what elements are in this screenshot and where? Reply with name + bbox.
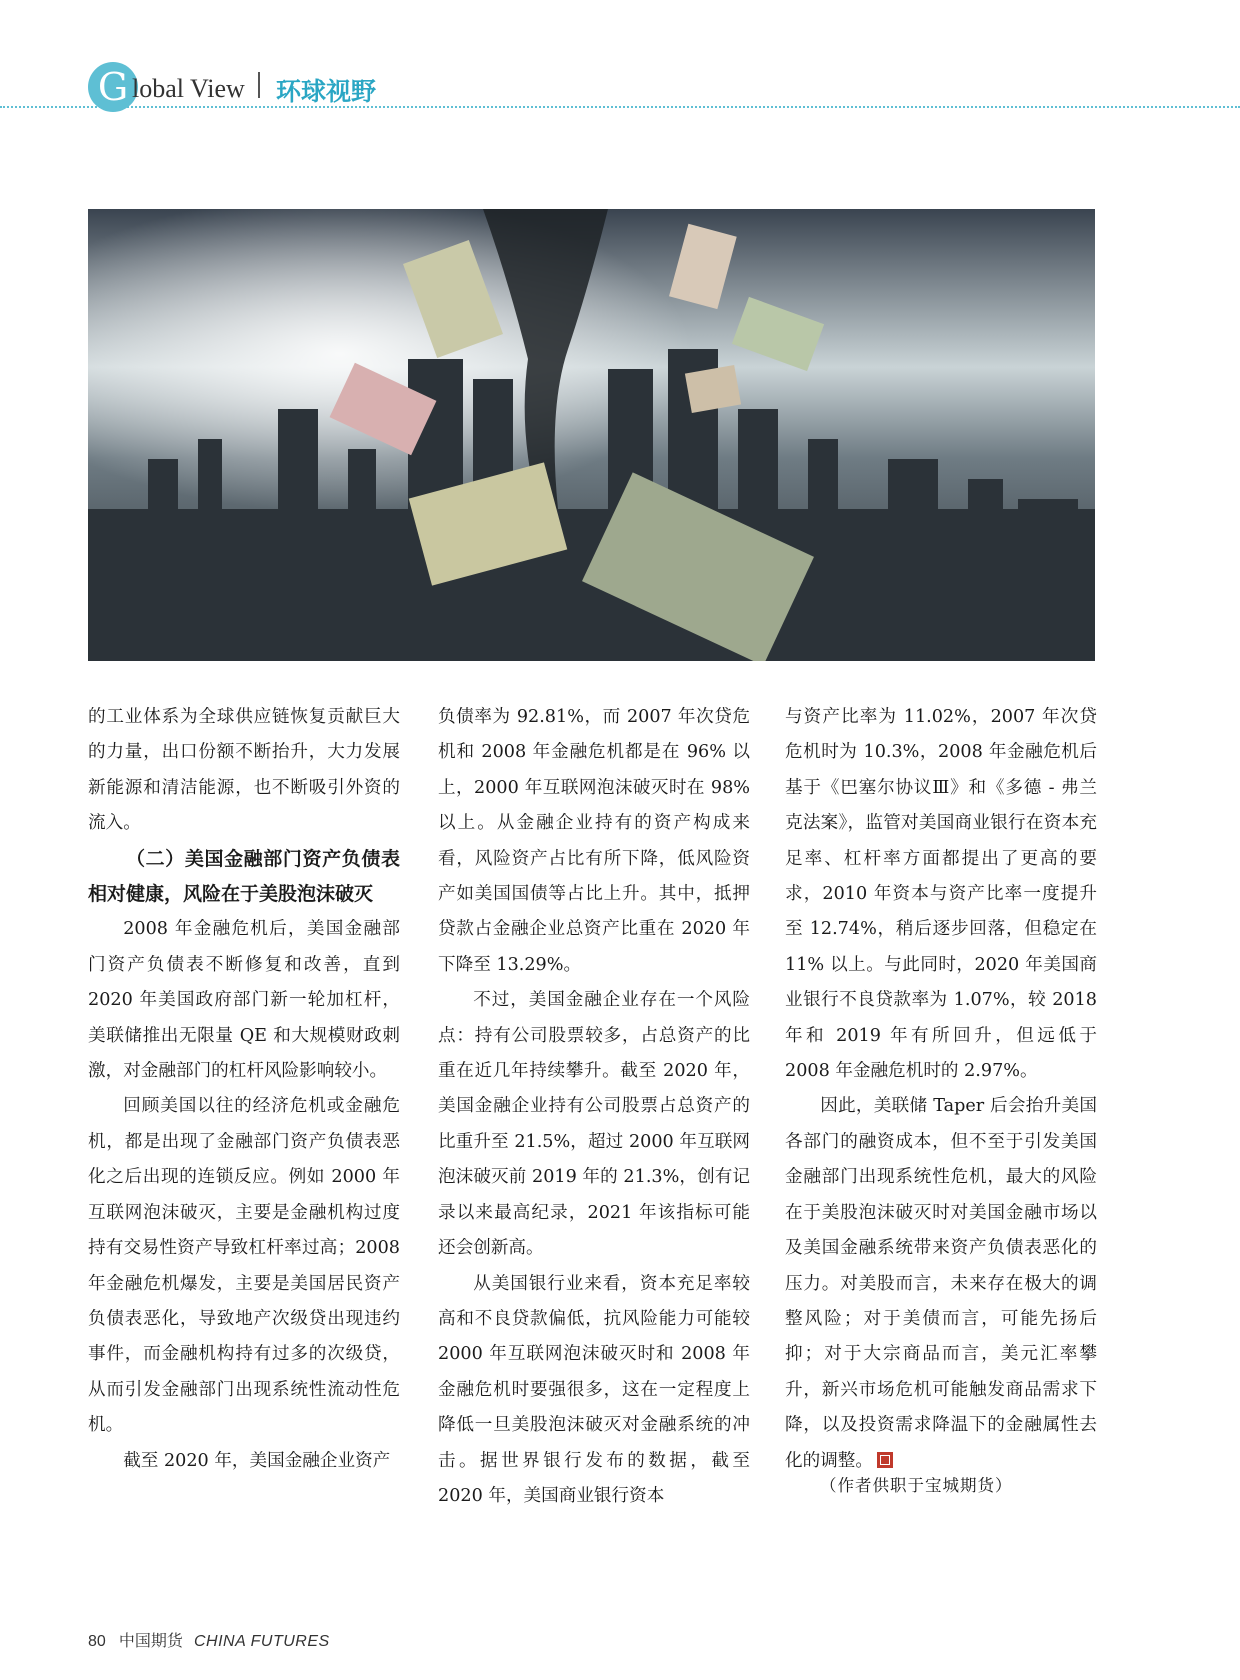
section-heading: （二）美国金融部门资产负债表相对健康，风险在于美股泡沫破灭 bbox=[88, 847, 400, 906]
paragraph: 与资产比率为 11.02%，2007 年次贷危机时为 10.3%，2008 年金融危机后基于《巴塞尔协议Ⅲ》和《多德 - 弗兰克法案》，监管对美国商业银行在资本充足率、杠杆率方面都提出了更高的要求，2010 年资本与资产比率一度提升至 12.74%，稍后逐步回落，但稳定在 11% 以上。与此同时，2020 年美国商业银行不良贷款率为 1.07%，较 2018 年和 2019 年有所回升，但远低于 2008 年金融危机时的 2.97%。 bbox=[785, 707, 1097, 1082]
paragraph: 截至 2020 年，美国金融企业资产 bbox=[123, 1450, 391, 1471]
header-dotted-rule bbox=[0, 106, 1240, 108]
article-column-3 bbox=[785, 700, 1097, 1479]
header-separator bbox=[258, 72, 260, 98]
article-end-mark-icon bbox=[877, 1452, 893, 1468]
page-number: 80 bbox=[88, 1633, 106, 1650]
article-column-2 bbox=[438, 700, 750, 1514]
paragraph: 的工业体系为全球供应链恢复贡献巨大的力量，出口份额不断抬升，大力发展新能源和清洁能源，也不断吸引外资的流入。 bbox=[88, 707, 400, 834]
global-view-logo-letter: G bbox=[88, 62, 138, 112]
section-title-cn: 环球视野 bbox=[276, 77, 377, 106]
paragraph-text: 因此，美联储 Taper 后会抬升美国各部门的融资成本，但不至于引发美国金融部门出现系统性危机，最大的风险在于美股泡沫破灭时对美国金融市场以及美国金融系统带来资产负债表恶化的压力。对美股而言，未来存在极大的调整风险；对于美债而言，可能先扬后抑；对于大宗商品而言，美元汇率攀升，新兴市场危机可能触发商品需求下降，以及投资需求降温下的金融属性去化的调整。 bbox=[785, 1096, 1097, 1471]
paragraph: 负债率为 92.81%，而 2007 年次贷危机和 2008 年金融危机都是在 96% 以上，2000 年互联网泡沫破灭时在 98% 以上。从金融企业持有的资产构成来看，风险资产占比有所下降，低风险资产如美国国债等占比上升。其中，抵押贷款占金融企业总资产比重在 2020 年下降至 13.29%。 bbox=[438, 707, 750, 975]
magazine-name-en: CHINA FUTURES bbox=[194, 1633, 330, 1650]
paragraph: 回顾美国以往的经济危机或金融危机，都是出现了金融部门资产负债表恶化之后出现的连锁反应。例如 2000 年互联网泡沫破灭，主要是金融机构过度持有交易性资产导致杠杆率过高；2008 年金融危机爆发，主要是美国居民资产负债表恶化，导致地产次级贷出现违约事件，而金融机构持有过多的次级贷，从而引发金融部门出现系统性流动性危机。 bbox=[88, 1096, 400, 1436]
global-view-logo-text: lobal View bbox=[132, 74, 245, 103]
magazine-name-cn: 中国期货 bbox=[118, 1631, 183, 1650]
paragraph-final bbox=[785, 1089, 1097, 1478]
author-affiliation: （作者供职于宝城期货） bbox=[820, 1476, 1013, 1495]
money-tornado-city-photo bbox=[88, 209, 1095, 661]
paragraph: 2008 年金融危机后，美国金融部门资产负债表不断修复和改善，直到 2020 年美国政府部门新一轮加杠杆，美联储推出无限量 QE 和大规模财政刺激，对金融部门的杠杆风险影响较小。 bbox=[88, 919, 400, 1082]
paragraph: 不过，美国金融企业存在一个风险点：持有公司股票较多，占总资产的比重在近几年持续攀升。截至 2020 年，美国金融企业持有公司股票占总资产的比重升至 21.5%，超过 2000 年互联网泡沫破灭前 2019 年的 21.3%，创有记录以来最高纪录，2021 年该指标可能还会创新高。 bbox=[438, 990, 750, 1259]
paragraph: 从美国银行业来看，资本充足率较高和不良贷款偏低，抗风险能力可能较 2000 年互联网泡沫破灭时和 2008 年金融危机时要强很多，这在一定程度上降低一旦美股泡沫破灭对金融系统的冲击。据世界银行发布的数据，截至 2020 年，美国商业银行资本 bbox=[438, 1273, 750, 1506]
page-footer bbox=[88, 1628, 330, 1651]
article-column-1 bbox=[88, 700, 400, 1479]
